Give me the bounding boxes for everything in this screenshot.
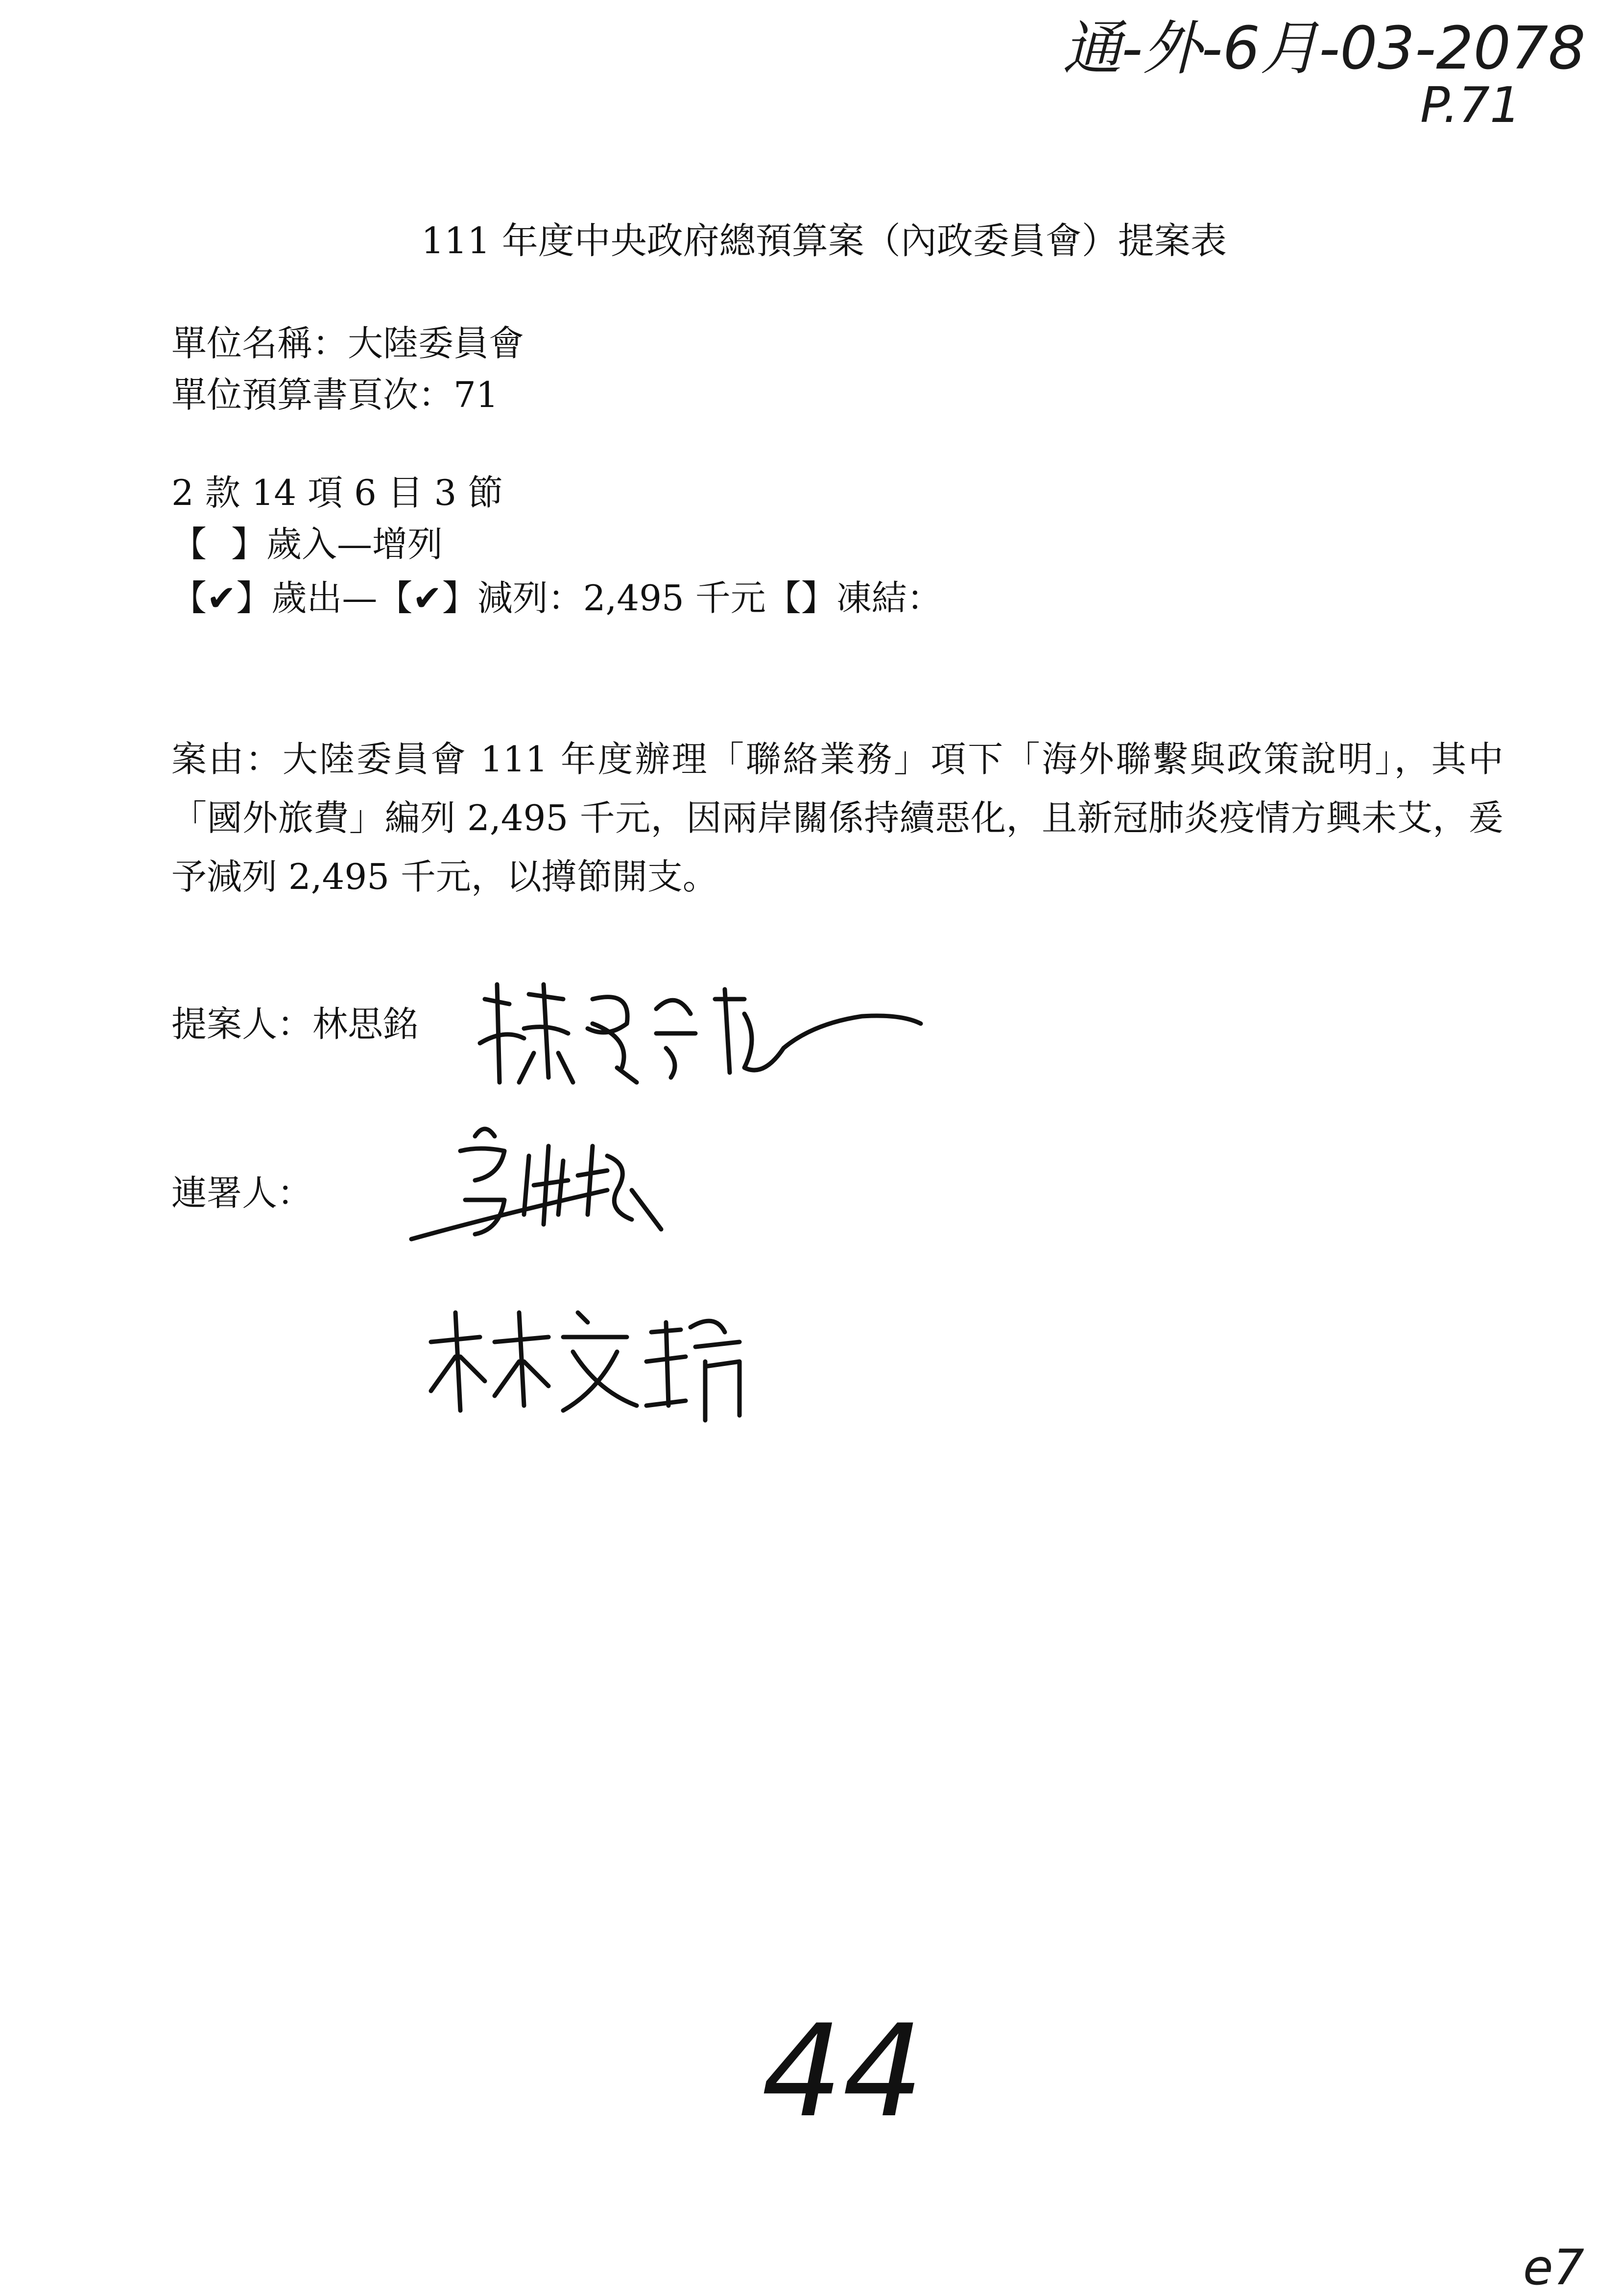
- handwritten-page-ref: P.71: [1420, 76, 1521, 134]
- expense-line: [171, 577, 942, 619]
- revenue-line: [171, 524, 443, 565]
- cosigner-signature-2: [421, 1293, 793, 1440]
- handwritten-reference-code: 通-外-6月-03-2078: [1063, 15, 1586, 83]
- freeze-label: 凍結：: [836, 577, 942, 619]
- expense-check-icon: ✔: [207, 577, 237, 619]
- revenue-label: 歲入—增列: [266, 524, 443, 565]
- expense-bracket-open: 【: [171, 577, 207, 619]
- handwritten-page-number: 44: [762, 1998, 924, 2146]
- budget-item-code: 2 款 14 項 6 目 3 節: [171, 472, 503, 513]
- reduce-amount: 減列：2,495 千元: [477, 577, 766, 619]
- unit-budget-page: 單位預算書頁次：71: [171, 374, 499, 415]
- corner-handwritten-mark: e7: [1523, 2239, 1585, 2296]
- expense-label: 歲出—: [271, 577, 378, 619]
- unit-name: 單位名稱：大陸委員會: [171, 323, 524, 364]
- proposer-signature: [470, 970, 940, 1107]
- cosigner-signature-1: [402, 1117, 705, 1264]
- revenue-bracket-close: 】: [231, 524, 267, 565]
- proposal-reason: 案由：大陸委員會 111 年度辦理「聯絡業務」項下「海外聯繫與政策說明」，其中「國外旅費」編列 2,495 千元，因兩岸關係持續惡化，且新冠肺炎疫情方興未艾，爰予減列 2,495 千元，以撙節開支。: [171, 739, 1503, 897]
- reduce-check-icon: ✔: [412, 577, 442, 619]
- cosigner-label: 連署人：: [171, 1172, 313, 1214]
- reduce-bracket-close: 】: [442, 577, 477, 619]
- freeze-brackets: 【】: [765, 577, 836, 619]
- document-title: 111 年度中央政府總預算案（內政委員會）提案表: [421, 220, 1227, 262]
- reduce-bracket-open: 【: [377, 577, 413, 619]
- proposer-label: 提案人：林思銘: [171, 1004, 419, 1045]
- expense-bracket-close: 】: [236, 577, 272, 619]
- revenue-bracket-open: 【: [171, 524, 207, 565]
